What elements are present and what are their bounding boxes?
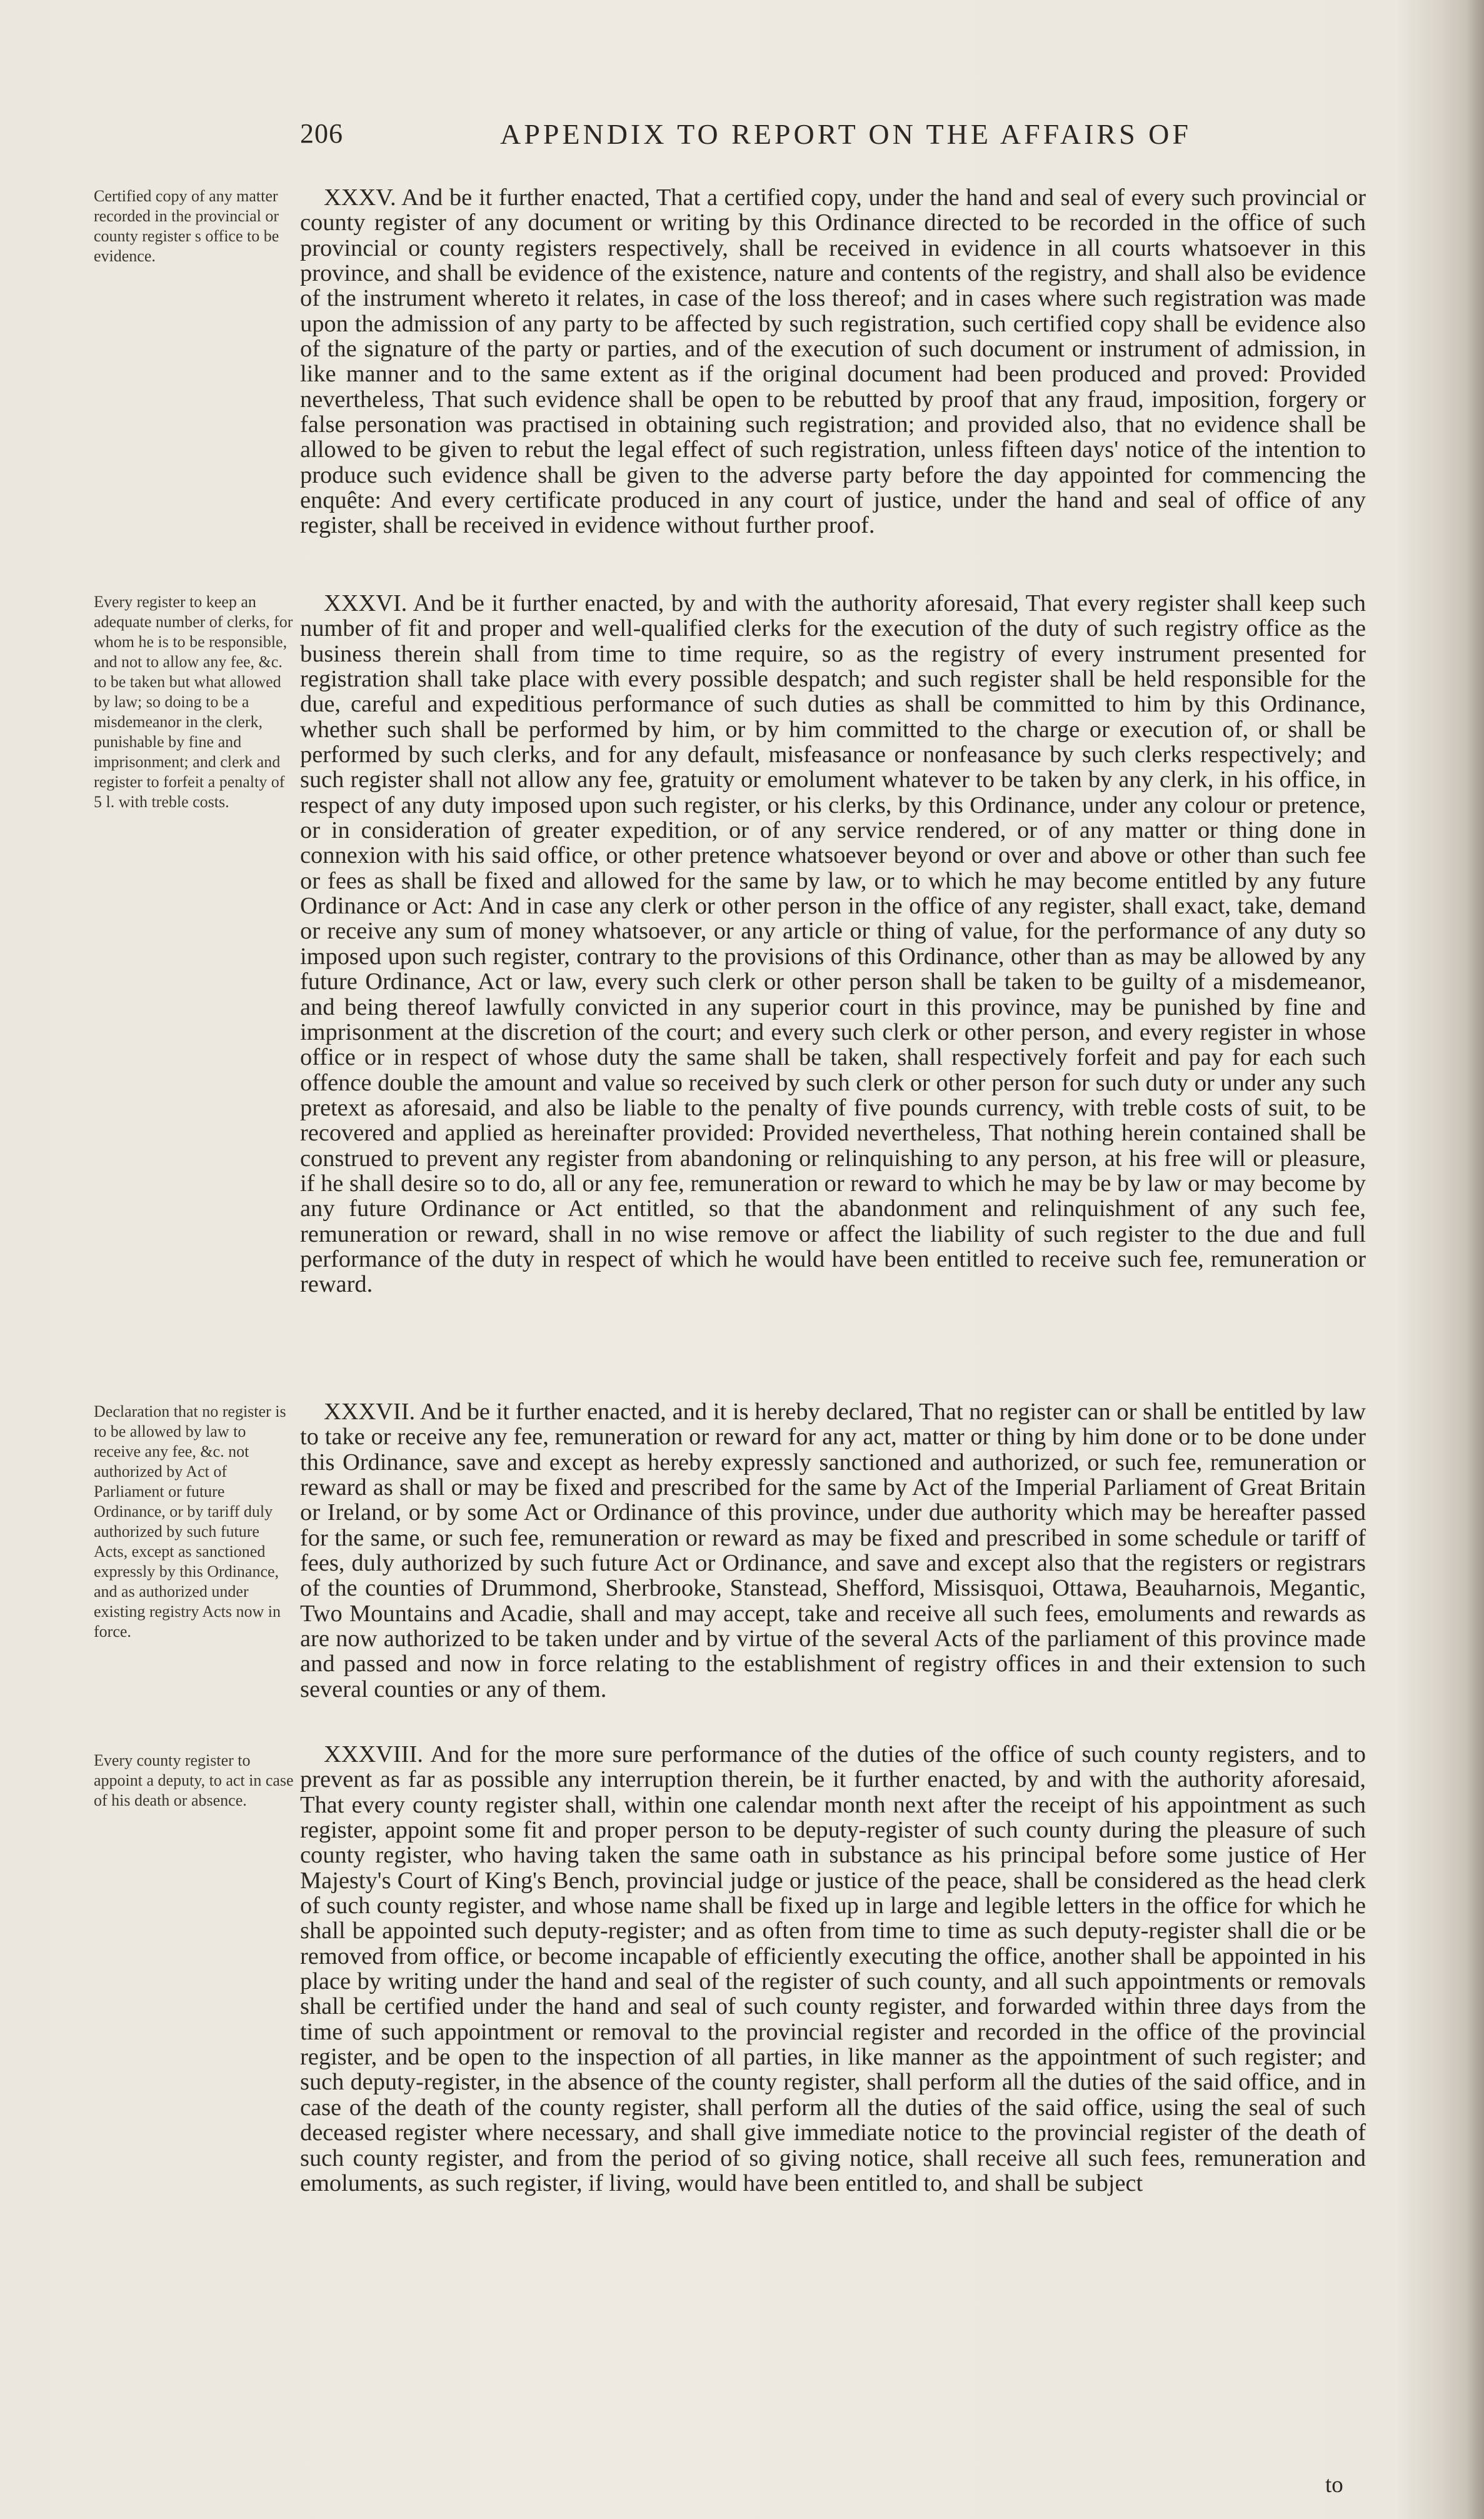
book-spine-shadow <box>1466 0 1484 2519</box>
page-header <box>300 118 1369 155</box>
sidenote: Declaration that no register is to be allowed by law to receive any fee, &c. not authorized by Act of Parliament or future Ordinance, or by tariff duly authorized by such future Acts, except as sanctioned expressly by this Ordinance, and as authorized under existing registry Acts now in force. <box>94 1402 286 1641</box>
sidenote: Every register to keep an adequate number of clerks, for whom he is to be responsible, and not to allow any fee, &c. to be taken but what allowed by law; so doing to be a misdemeanor in the clerk, punishable by fine and imprisonment; and clerk and register to forfeit a penalty of 5 l. with treble costs. <box>94 593 293 811</box>
section-text: XXXVIII. And for the more sure performance of the duties of the office of such county registers, and to prevent as far as possible any interruption therein, be it further enacted, by and with the authority aforesaid, That every county register shall, within one calendar month next after the receipt of his appointment as such register, appoint some fit and proper person to be deputy-register of such county during the pleasure of such county register, who having taken the same oath in substance as his principal before some justice of Her Majesty's Court of King's Bench, provincial judge or justice of the peace, shall be considered as the head clerk of such county register, and whose name shall be fixed up in large and legible letters in the office for which he shall be appointed such deputy-register; and as often from time to time as such deputy-register shall die or be removed from office, or become incapable of efficiently executing the office, another shall be appointed in his place by writing under the hand and seal of the register of such county, and all such appointments or removals shall be certified under the hand and seal of such county register, and forwarded within three days from the time of such appointment or removal to the provincial register and recorded in the office of the provincial register, and be open to the inspection of all parties, in like manner as the appointment of such register; and such deputy-register, in the absence of the county register, shall perform all the duties of the said office, and in case of the death of the county register, shall perform all the duties of the said office, using the seal of such deceased register where necessary, and shall give immediate notice to the provincial register of the death of such county register, and from the period of so giving notice, shall receive all such fees, remuneration and emoluments, as such register, if living, would have been entitled to, and shall be subject <box>300 1741 1366 2196</box>
section-text: XXXVII. And be it further enacted, and it is hereby declared, That no register can or shall be entitled by law to take or receive any fee, remuneration or reward for any act, matter or thing by him done or to be done under this Ordinance, save and except as hereby expressly sanctioned and authorized, or such fee, remuneration or reward as shall or may be fixed and prescribed for the same by Act of the Imperial Parliament of Great Britain or Ireland, or by some Act or Ordinance of this province, under due authority which may be hereafter passed for the same, or such fee, remuneration or reward as may be fixed and prescribed in some schedule or tariff of fees, duly authorized by such future Act or Ordinance, and save and except also that the registers or registrars of the counties of Drummond, Sherbrooke, Stanstead, Shefford, Missisquoi, Ottawa, Beauharnois, Megantic, Two Mountains and Acadie, shall and may accept, take and receive all such fees, emoluments and rewards as are now authorized to be taken under and by virtue of the several Acts of the parliament of this province made and passed and now in force relating to the establishment of registry offices in and their extension to such several counties or any of them. <box>300 1399 1366 1702</box>
sidenote: Certified copy of any matter recorded in the provincial or county register s office to be evidence. <box>94 187 279 265</box>
catchword: to <box>1325 2472 1343 2498</box>
section-text: XXXV. And be it further enacted, That a certified copy, under the hand and seal of every such provincial or county register of any document or writing by this Ordinance directed to be recorded in the office of such provincial or county registers respectively, shall be received in evidence in all courts whatsoever in this province, and shall be evidence of the existence, nature and contents of the registry, and shall also be evidence of the instrument whereto it relates, in case of the loss thereof; and in cases where such registration was made upon the admission of any party to be affected by such registration, such certified copy shall be evidence also of the signature of the party or parties, and of the execution of such document or instrument of admission, in like manner and to the same extent as if the original document had been produced and proved: Provided nevertheless, That such evidence shall be open to be rebutted by proof that any fraud, imposition, forgery or false personation was practised in obtaining such registration; and provided also, that no evidence shall be allowed to be given to rebut the legal effect of such registration, unless fifteen days' notice of the intention to produce such evidence shall be given to the adverse party before the day appointed for commencing the enquête: And every certificate produced in any court of justice, under the hand and seal of office of any register, shall be received in evidence without further proof. <box>300 184 1366 539</box>
sidenote: Every county register to appoint a deputy, to act in case of his death or absence. <box>94 1751 294 1809</box>
section-text: XXXVI. And be it further enacted, by and with the authority aforesaid, That every register shall keep such number of fit and proper and well-qualified clerks for the execution of the duty of such registry office as the business therein shall from time to time require, so as the registry of every instrument presented for registration shall take place with every possible despatch; and such register shall be held responsible for the due, careful and expeditious performance of such duties as shall be committed to him by this Ordinance, whether such shall be performed by him, or by him committed to the charge or execution of, or shall be performed by such clerks, and for any default, misfeasance or nonfeasance by such clerks respectively; and such register shall not allow any fee, gratuity or emolument whatever to be taken by any clerk, in his office, in respect of any duty imposed upon such register, or his clerks, by this Ordinance, under any colour or pretence, or in consideration of greater expedition, or of any service rendered, or of any matter or thing done in connexion with his said office, or other pretence whatsoever beyond or over and above or other than such fee or fees as shall be fixed and allowed for the same by law, or to which he may become entitled by any future Ordinance or Act: And in case any clerk or other person in the office of any register, shall exact, take, demand or receive any sum of money whatsoever, or any article or thing of value, for the performance of any duty so imposed upon such register, contrary to the provisions of this Ordinance, other than as may be allowed by any future Ordinance, Act or law, every such clerk or other person shall be taken to be guilty of a misdemeanor, and being thereof lawfully convicted in any superior court in this province, may be punished by fine and imprisonment at the discretion of the court; and every such clerk or other person, and every register in whose office or in respect of whose duty the same shall be taken, shall respectively forfeit and pay for each such offence double the amount and value so received by such clerk or other person for such duty or under any such pretext as aforesaid, and also be liable to the penalty of five pounds currency, with treble costs of suit, to be recovered and applied as hereinafter provided: Provided nevertheless, That nothing herein contained shall be construed to prevent any register from abandoning or relinquishing to any person, at his free will or pleasure, if he shall desire so to do, all or any fee, remuneration or reward to which he may be by law or may become by any future Ordinance or Act entitled, so that the abandonment and relinquishment of any such fee, remuneration or reward, shall in no wise remove or affect the liability of such register to the due and full performance of the duty in respect of which he would have been entitled to receive such fee, remuneration or reward. <box>300 590 1366 1298</box>
running-head: APPENDIX TO REPORT ON THE AFFAIRS OF <box>500 118 1191 150</box>
page-number: 206 <box>300 118 343 149</box>
